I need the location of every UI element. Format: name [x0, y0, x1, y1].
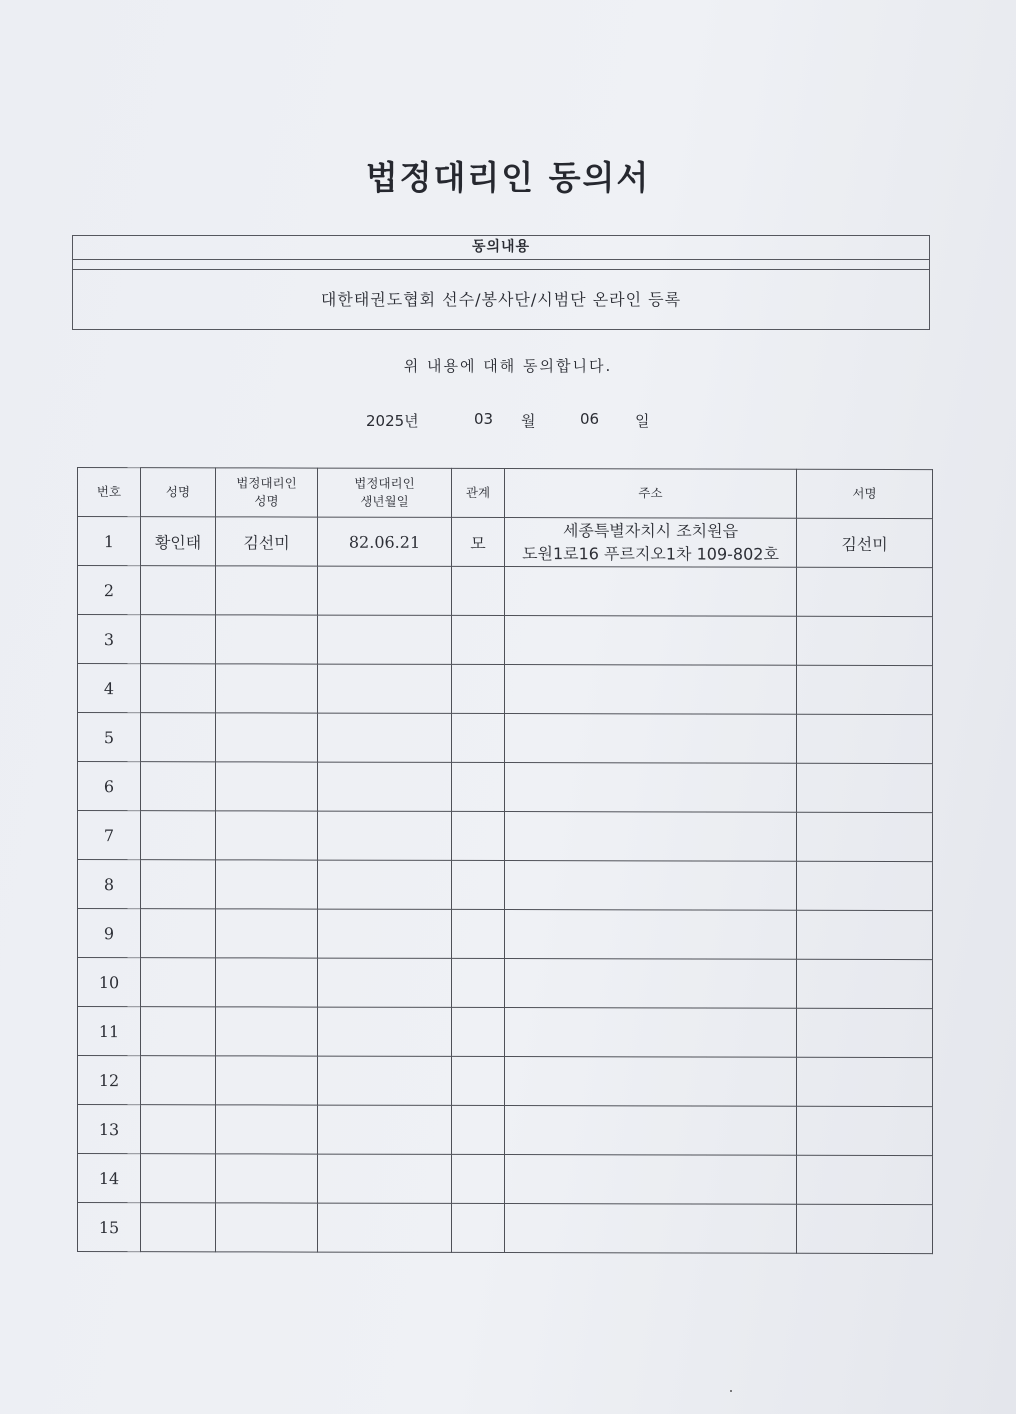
row-address-line1: 세종특별자치시 조치원읍: [562, 521, 739, 541]
row-address: [505, 518, 797, 568]
row-name: [141, 909, 216, 958]
row-name: [141, 566, 216, 615]
row-name: [141, 1105, 216, 1154]
row-relation: [452, 1007, 505, 1056]
row-signature: [797, 910, 933, 959]
row-relation: [452, 811, 505, 860]
row-guardian-birth: [318, 811, 452, 860]
table-row: [78, 762, 933, 813]
row-guardian-name: [216, 1056, 318, 1105]
row-address: [505, 959, 797, 1009]
consent-content-box: [72, 235, 930, 330]
agreement-statement: 위 내용에 대해 동의합니다.: [403, 357, 613, 375]
row-signature: [797, 861, 933, 910]
date-year: 2025년: [366, 412, 419, 430]
row-relation: [452, 909, 505, 958]
row-signature: [797, 714, 933, 763]
table-row: [78, 1154, 933, 1205]
consent-content-text: 대한태권도협회 선수/봉사단/시범단 온라인 등록: [320, 290, 682, 309]
header-name: 성명: [141, 468, 216, 517]
row-name: [141, 615, 216, 664]
row-guardian-name: [216, 713, 318, 762]
row-number: 8: [78, 860, 141, 909]
row-address: [505, 763, 797, 813]
row-address: [505, 1008, 797, 1058]
row-name: [141, 664, 216, 713]
row-relation: [452, 1154, 505, 1203]
row-guardian-birth: [318, 1105, 452, 1154]
row-relation: [452, 958, 505, 1007]
table-row: [78, 713, 933, 764]
table-row: [78, 1203, 933, 1254]
row-address: [505, 861, 797, 911]
date-month: 03: [474, 410, 494, 428]
row-guardian-name: [216, 1105, 318, 1154]
row-name: 황인태: [141, 517, 216, 566]
row-number: 11: [78, 1007, 141, 1056]
row-address: [505, 1155, 797, 1205]
row-number: 5: [78, 713, 141, 762]
table-row: [78, 1007, 933, 1058]
row-guardian-birth: [318, 1056, 452, 1105]
date-day-label: 일: [635, 412, 650, 430]
row-guardian-name: [216, 566, 318, 615]
row-name: [141, 860, 216, 909]
row-guardian-name: [216, 762, 318, 811]
row-name: [141, 1154, 216, 1203]
row-relation: [452, 762, 505, 811]
row-relation: [452, 664, 505, 713]
row-signature: [797, 665, 933, 714]
table-row: [78, 1105, 933, 1156]
row-guardian-name: 김선미: [216, 517, 318, 566]
row-guardian-name: [216, 615, 318, 664]
table-row: [78, 811, 933, 862]
row-number: 7: [78, 811, 141, 860]
row-guardian-birth: [318, 1154, 452, 1203]
row-address-line2: 도원1로16 푸르지오1차 109-802호: [522, 544, 779, 564]
row-address: [505, 812, 797, 862]
row-guardian-name: [216, 860, 318, 909]
header-guardian-name-line1: 법정대리인: [236, 475, 297, 491]
row-guardian-birth: [318, 958, 452, 1007]
header-guardian-birth-line1: 법정대리인: [354, 475, 415, 491]
row-relation: [452, 713, 505, 762]
row-relation: [452, 1105, 505, 1154]
header-guardian-name: [216, 468, 318, 517]
row-number: 1: [78, 517, 141, 566]
row-address: [505, 567, 797, 617]
header-signature: 서명: [797, 469, 933, 518]
row-guardian-birth: 82.06.21: [318, 517, 452, 566]
row-signature: [797, 616, 933, 665]
row-name: [141, 958, 216, 1007]
table-row: [78, 664, 933, 715]
consent-content-header: 동의내용: [73, 236, 929, 260]
row-guardian-name: [216, 958, 318, 1007]
row-signature: [797, 1155, 933, 1204]
paper-speck: [730, 1390, 732, 1392]
row-name: [141, 762, 216, 811]
row-guardian-birth: [318, 713, 452, 762]
row-number: 12: [78, 1056, 141, 1105]
header-guardian-name-line2: 성명: [254, 493, 279, 509]
date-month-label: 월: [521, 412, 536, 430]
row-name: [141, 1056, 216, 1105]
row-address: [505, 714, 797, 764]
row-guardian-birth: [318, 1203, 452, 1252]
row-guardian-birth: [318, 615, 452, 664]
row-address: [505, 1057, 797, 1107]
row-signature: [797, 1106, 933, 1155]
header-guardian-birth: [318, 468, 452, 517]
row-signature: [797, 1057, 933, 1106]
row-number: 13: [78, 1105, 141, 1154]
date-day: 06: [580, 410, 600, 428]
row-signature: [797, 959, 933, 1008]
row-address: [505, 616, 797, 666]
row-guardian-birth: [318, 664, 452, 713]
row-number: 2: [78, 566, 141, 615]
row-guardian-birth: [318, 909, 452, 958]
row-address: [505, 910, 797, 960]
row-relation: [452, 1056, 505, 1105]
row-guardian-name: [216, 664, 318, 713]
row-number: 6: [78, 762, 141, 811]
row-number: 4: [78, 664, 141, 713]
header-address: 주소: [505, 469, 797, 519]
consent-divider-strip: [73, 260, 929, 270]
row-name: [141, 1203, 216, 1252]
row-signature: [797, 567, 933, 616]
table-row: [78, 860, 933, 911]
table-row: [78, 1056, 933, 1107]
row-guardian-name: [216, 1154, 318, 1203]
row-address: [505, 1204, 797, 1254]
row-number: 10: [78, 958, 141, 1007]
row-relation: [452, 860, 505, 909]
row-number: 15: [78, 1203, 141, 1252]
table-row: [78, 517, 933, 568]
row-signature: [797, 1204, 933, 1253]
row-guardian-birth: [318, 860, 452, 909]
row-guardian-birth: [318, 762, 452, 811]
row-number: 14: [78, 1154, 141, 1203]
row-address: [505, 665, 797, 715]
row-name: [141, 713, 216, 762]
row-number: 3: [78, 615, 141, 664]
table-header-row: [78, 468, 933, 519]
row-signature: [797, 1008, 933, 1057]
document-title: 법정대리인 동의서: [365, 158, 651, 197]
row-signature: [797, 812, 933, 861]
row-relation: [452, 615, 505, 664]
row-signature: [797, 763, 933, 812]
table-row: [78, 958, 933, 1009]
row-address: [505, 1106, 797, 1156]
row-relation: [452, 1203, 505, 1252]
row-name: [141, 811, 216, 860]
table-row: [78, 566, 933, 617]
header-relation: 관계: [452, 468, 505, 517]
table-row: [78, 615, 933, 666]
header-guardian-birth-line2: 생년월일: [360, 493, 409, 509]
row-guardian-birth: [318, 566, 452, 615]
row-signature: 김선미: [797, 518, 933, 567]
row-guardian-name: [216, 1007, 318, 1056]
row-relation: 모: [452, 517, 505, 566]
row-relation: [452, 566, 505, 615]
header-number: 번호: [78, 468, 141, 517]
table-row: [78, 909, 933, 960]
row-name: [141, 1007, 216, 1056]
row-guardian-name: [216, 1203, 318, 1252]
row-number: 9: [78, 909, 141, 958]
row-guardian-birth: [318, 1007, 452, 1056]
row-guardian-name: [216, 811, 318, 860]
row-guardian-name: [216, 909, 318, 958]
guardian-roster-table: [77, 467, 933, 1254]
